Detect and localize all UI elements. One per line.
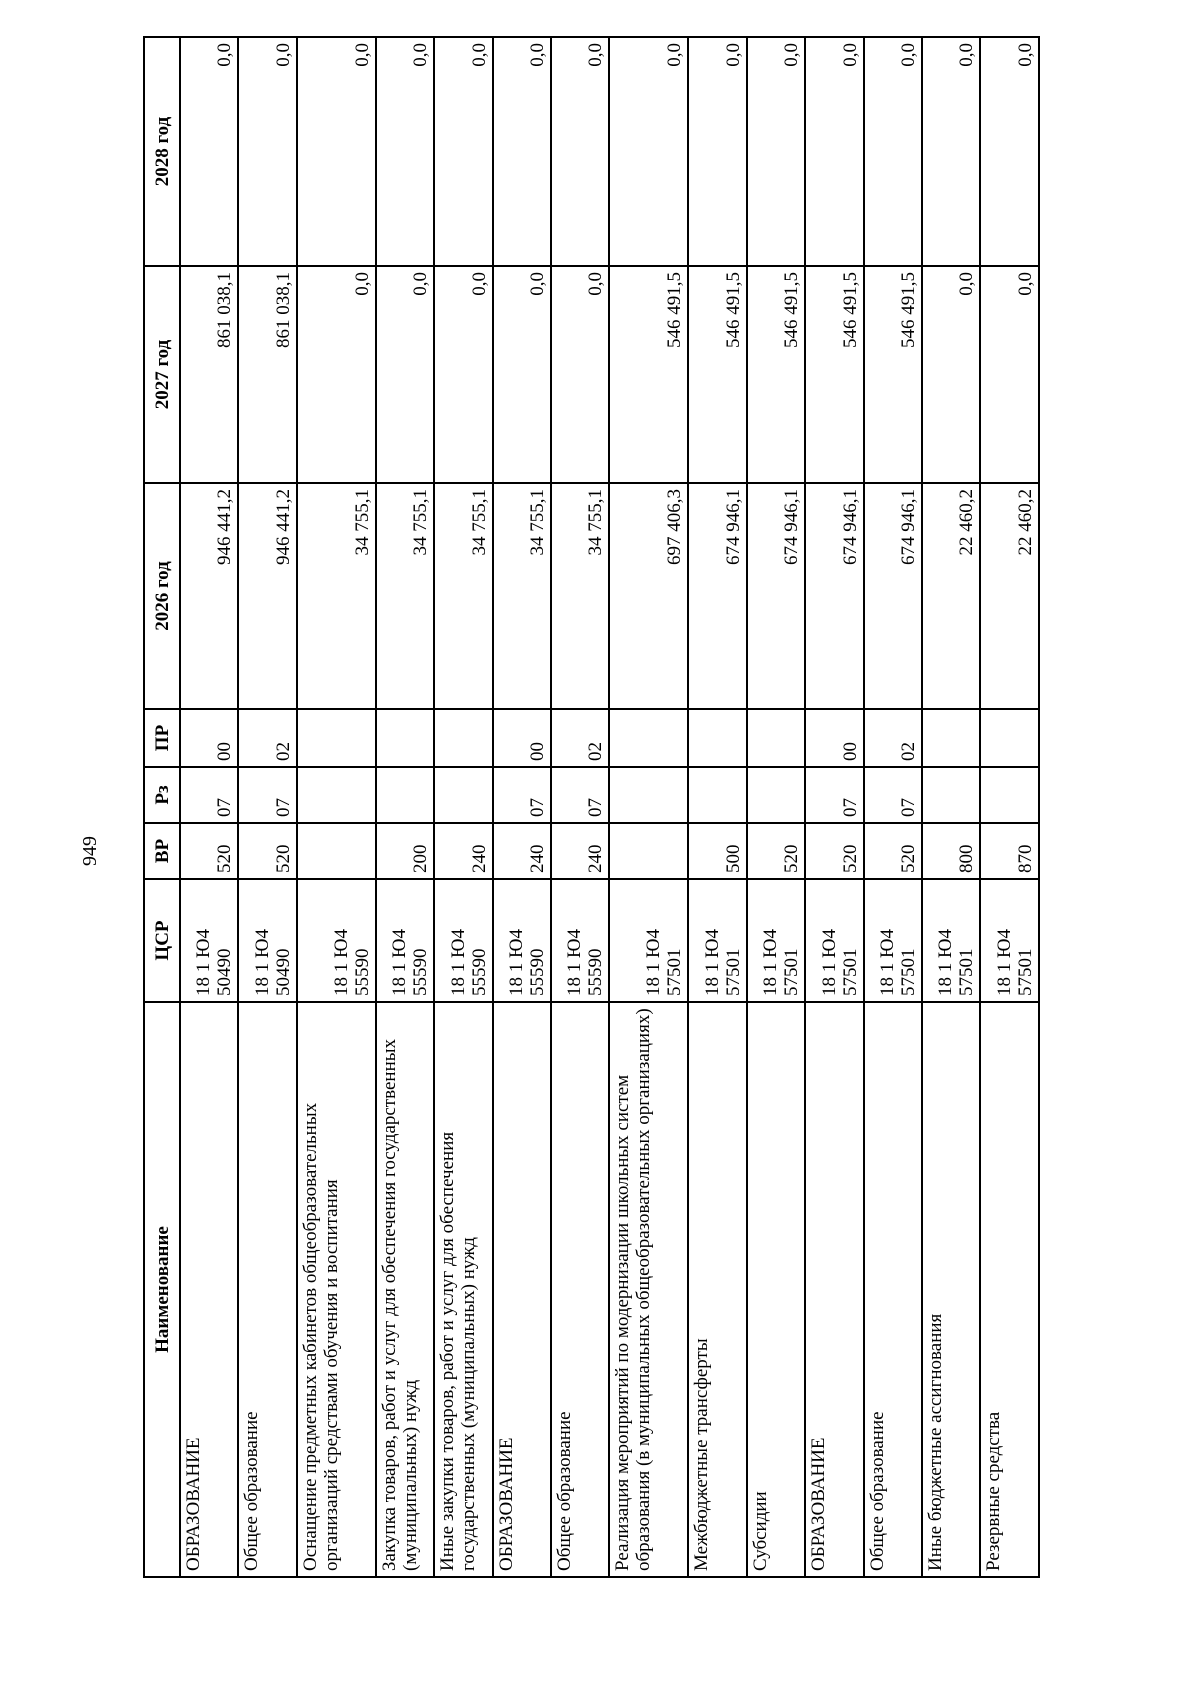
cell-y2026: 34 755,1 [434, 483, 492, 709]
cell-y2027: 546 491,5 [747, 266, 805, 483]
cell-csr: 18 1 Ю4 55590 [376, 879, 434, 1002]
table-row [922, 37, 980, 1577]
cell-y2026: 674 946,1 [747, 483, 805, 709]
cell-y2028: 0,0 [297, 37, 376, 266]
cell-vr: 200 [376, 823, 434, 879]
cell-pr: 02 [238, 709, 296, 767]
cell-y2027: 0,0 [551, 266, 609, 483]
cell-y2028: 0,0 [747, 37, 805, 266]
cell-pr [434, 709, 492, 767]
cell-vr: 240 [551, 823, 609, 879]
cell-name: ОБРАЗОВАНИЕ [493, 1002, 551, 1577]
cell-vr: 240 [493, 823, 551, 879]
cell-pr: 00 [805, 709, 863, 767]
cell-pr [688, 709, 746, 767]
cell-pr: 00 [493, 709, 551, 767]
cell-vr: 520 [747, 823, 805, 879]
cell-rz: 07 [551, 767, 609, 823]
header-csr: ЦСР [144, 879, 180, 1002]
cell-name: Оснащение предметных кабинетов общеобразовательных организаций средствами обучения и воспитания [297, 1002, 376, 1577]
rotated-table-container [143, 38, 1040, 1578]
header-name: Наименование [144, 1002, 180, 1577]
cell-y2028: 0,0 [238, 37, 296, 266]
cell-rz [609, 767, 688, 823]
cell-pr: 00 [180, 709, 238, 767]
cell-pr [297, 709, 376, 767]
cell-y2027: 546 491,5 [609, 266, 688, 483]
cell-pr [609, 709, 688, 767]
table-row [747, 37, 805, 1577]
cell-vr: 870 [980, 823, 1039, 879]
cell-pr: 02 [864, 709, 922, 767]
cell-y2028: 0,0 [434, 37, 492, 266]
cell-name: Общее образование [864, 1002, 922, 1577]
cell-rz: 07 [805, 767, 863, 823]
cell-rz [297, 767, 376, 823]
table-row [864, 37, 922, 1577]
header-vr: ВР [144, 823, 180, 879]
cell-y2026: 946 441,2 [180, 483, 238, 709]
page-number: 949 [79, 836, 101, 866]
table-row [238, 37, 296, 1577]
cell-csr: 18 1 Ю4 57501 [805, 879, 863, 1002]
cell-name: Общее образование [551, 1002, 609, 1577]
table-row [609, 37, 688, 1577]
cell-vr: 520 [238, 823, 296, 879]
cell-y2026: 674 946,1 [864, 483, 922, 709]
cell-y2026: 946 441,2 [238, 483, 296, 709]
cell-y2026: 34 755,1 [551, 483, 609, 709]
cell-y2027: 0,0 [297, 266, 376, 483]
header-2026: 2026 год [144, 483, 180, 709]
cell-rz: 07 [864, 767, 922, 823]
cell-name: Закупка товаров, работ и услуг для обеспечения государственных (муниципальных) нужд [376, 1002, 434, 1577]
cell-csr: 18 1 Ю4 57501 [922, 879, 980, 1002]
table-row [493, 37, 551, 1577]
cell-y2026: 22 460,2 [922, 483, 980, 709]
cell-name: Реализация мероприятий по модернизации школьных систем образования (в муниципальных общеобразовательных организациях) [609, 1002, 688, 1577]
cell-rz [747, 767, 805, 823]
cell-y2027: 0,0 [922, 266, 980, 483]
cell-rz: 07 [238, 767, 296, 823]
cell-y2026: 34 755,1 [376, 483, 434, 709]
cell-y2026: 34 755,1 [297, 483, 376, 709]
cell-vr: 520 [864, 823, 922, 879]
cell-y2026: 697 406,3 [609, 483, 688, 709]
cell-y2026: 22 460,2 [980, 483, 1039, 709]
cell-vr: 520 [805, 823, 863, 879]
cell-pr [376, 709, 434, 767]
cell-pr [747, 709, 805, 767]
cell-vr [297, 823, 376, 879]
cell-rz [434, 767, 492, 823]
cell-vr: 500 [688, 823, 746, 879]
cell-y2027: 546 491,5 [688, 266, 746, 483]
cell-y2027: 0,0 [493, 266, 551, 483]
cell-csr: 18 1 Ю4 50490 [180, 879, 238, 1002]
cell-y2028: 0,0 [922, 37, 980, 266]
cell-y2028: 0,0 [609, 37, 688, 266]
cell-csr: 18 1 Ю4 55590 [551, 879, 609, 1002]
header-rz: Рз [144, 767, 180, 823]
cell-y2027: 546 491,5 [864, 266, 922, 483]
cell-pr [922, 709, 980, 767]
table-row [688, 37, 746, 1577]
cell-name: Общее образование [238, 1002, 296, 1577]
cell-csr: 18 1 Ю4 57501 [688, 879, 746, 1002]
cell-y2028: 0,0 [864, 37, 922, 266]
cell-csr: 18 1 Ю4 57501 [864, 879, 922, 1002]
cell-vr: 520 [180, 823, 238, 879]
cell-name: Иные закупки товаров, работ и услуг для обеспечения государственных (муниципальных) нужд [434, 1002, 492, 1577]
cell-csr: 18 1 Ю4 57501 [609, 879, 688, 1002]
table-row [376, 37, 434, 1577]
header-row [144, 37, 180, 1577]
cell-name: Субсидии [747, 1002, 805, 1577]
table-row [297, 37, 376, 1577]
table-row [980, 37, 1039, 1577]
table-row [180, 37, 238, 1577]
cell-name: Межбюджетные трансферты [688, 1002, 746, 1577]
cell-rz [688, 767, 746, 823]
cell-y2026: 674 946,1 [805, 483, 863, 709]
cell-name: Резервные средства [980, 1002, 1039, 1577]
header-2027: 2027 год [144, 266, 180, 483]
cell-csr: 18 1 Ю4 57501 [980, 879, 1039, 1002]
cell-rz [922, 767, 980, 823]
header-pr: ПР [144, 709, 180, 767]
cell-y2027: 861 038,1 [238, 266, 296, 483]
cell-y2028: 0,0 [805, 37, 863, 266]
header-2028: 2028 год [144, 37, 180, 266]
cell-y2027: 861 038,1 [180, 266, 238, 483]
table-row [551, 37, 609, 1577]
budget-table [143, 36, 1040, 1578]
cell-csr: 18 1 Ю4 55590 [434, 879, 492, 1002]
cell-csr: 18 1 Ю4 55590 [297, 879, 376, 1002]
cell-rz [980, 767, 1039, 823]
cell-rz: 07 [493, 767, 551, 823]
cell-csr: 18 1 Ю4 50490 [238, 879, 296, 1002]
cell-vr: 800 [922, 823, 980, 879]
cell-y2028: 0,0 [551, 37, 609, 266]
cell-y2028: 0,0 [493, 37, 551, 266]
cell-y2026: 34 755,1 [493, 483, 551, 709]
cell-vr: 240 [434, 823, 492, 879]
cell-y2027: 0,0 [980, 266, 1039, 483]
cell-name: ОБРАЗОВАНИЕ [805, 1002, 863, 1577]
cell-name: Иные бюджетные ассигнования [922, 1002, 980, 1577]
cell-vr [609, 823, 688, 879]
table-row [805, 37, 863, 1577]
cell-rz [376, 767, 434, 823]
cell-y2028: 0,0 [980, 37, 1039, 266]
cell-y2028: 0,0 [180, 37, 238, 266]
table-body [180, 37, 1039, 1577]
cell-name: ОБРАЗОВАНИЕ [180, 1002, 238, 1577]
cell-y2027: 546 491,5 [805, 266, 863, 483]
cell-pr [980, 709, 1039, 767]
cell-y2027: 0,0 [434, 266, 492, 483]
cell-y2028: 0,0 [688, 37, 746, 266]
table-row [434, 37, 492, 1577]
cell-pr: 02 [551, 709, 609, 767]
cell-y2026: 674 946,1 [688, 483, 746, 709]
cell-y2027: 0,0 [376, 266, 434, 483]
cell-csr: 18 1 Ю4 57501 [747, 879, 805, 1002]
cell-csr: 18 1 Ю4 55590 [493, 879, 551, 1002]
cell-y2028: 0,0 [376, 37, 434, 266]
cell-rz: 07 [180, 767, 238, 823]
